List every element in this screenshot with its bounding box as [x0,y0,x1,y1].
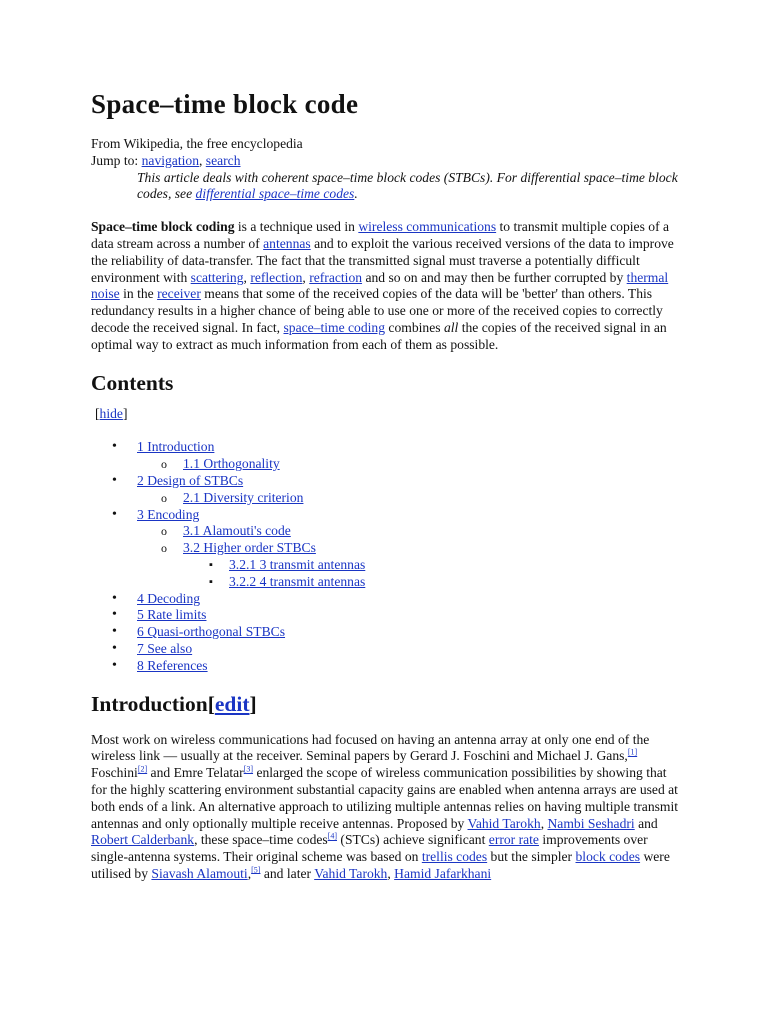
siavash-alamouti-link[interactable]: Siavash Alamouti [151,865,248,881]
intro-text: but the simpler [487,849,576,865]
hatnote-end: . [354,186,358,202]
intro-text: , [387,865,395,881]
lead-text: means that some of the received copies of the data will be 'better' than others. This redundancy results in a higher chance of being able to use one or more of the received copies to correctly decode the received signal. In fact, [91,286,663,335]
toc-link-4-transmit-antennas[interactable]: 3.2.2 4 transmit antennas [229,573,366,589]
hatnote [137,170,681,204]
toc-link-see-also[interactable]: 7 See also [137,640,193,656]
page-title: Space–time block code [91,89,359,119]
vahid-tarokh-link-2[interactable]: Vahid Tarokh [314,865,388,881]
toc-link-rate-limits[interactable]: 5 Rate limits [137,607,207,623]
jump-to-line [91,153,681,170]
intro-text: and Emre Telatar [147,765,244,781]
jump-to-prefix: Jump to: [91,152,142,168]
toc-link-diversity-criterion[interactable]: 2.1 Diversity criterion [183,489,304,505]
toc-link-orthogonality[interactable]: 1.1 Orthogonality [183,456,280,472]
intro-text: improvements over single-antenna systems. Their original scheme was based on [91,832,648,865]
ref-2-link[interactable]: [2] [137,764,148,774]
toc-link-alamoutis-code[interactable]: 3.1 Alamouti's code [183,523,291,539]
introduction-paragraph [91,732,681,883]
space-time-coding-link[interactable]: space–time coding [283,319,386,335]
toc-item [91,507,681,591]
error-rate-link[interactable]: error rate [488,832,539,848]
toc-item [137,540,681,590]
lead-text: and so on and may then be further corrupted by [362,269,627,285]
toc-item [137,490,681,507]
lead-text: the copies of the received signal in an optimal way to extract as much information from each of them as possible. [91,319,667,352]
toc-link-encoding[interactable]: 3 Encoding [137,506,200,522]
thermal-noise-link[interactable]: thermal noise [91,269,669,302]
toc-link-design-of-stbcs[interactable]: 2 Design of STBCs [137,472,244,488]
reflection-link[interactable]: reflection [250,269,303,285]
hatnote-text: This article deals with coherent space–time block codes (STBCs). For differential space–time block codes, see [137,169,678,202]
intro-text: were utilised by [91,849,670,881]
lead-text: in the [119,286,158,302]
ref-3-link[interactable]: [3] [243,764,254,774]
intro-text: enlarged the scope of wireless communication possibilities by showing that for the highly scattering environment substantial capacity gains are enabled when antenna arrays are used at both ends of a link. An alternative approach to utilizing multiple antennas relies on having multiple transmit antennas and only optionally multiple receive antennas. Proposed by [91,765,679,831]
trellis-codes-link[interactable]: trellis codes [421,849,488,865]
toc-item [137,456,681,473]
intro-text: Most work on wireless communications had focused on having an antenna array at only one end of the wireless link — usually at the receiver. Seminal papers by Gerard J. Foschini and Michael J. Gans, [91,731,650,764]
toc-item [91,439,681,473]
toc-link-3-transmit-antennas[interactable]: 3.2.1 3 transmit antennas [229,556,366,572]
from-wikipedia-line: From Wikipedia, the free encyclopedia [91,136,303,151]
ref-5-link[interactable]: [5] [251,865,261,875]
hide-toc-link[interactable]: hide [99,405,123,421]
navigation-link[interactable]: navigation [141,152,199,168]
wireless-communications-link[interactable]: wireless communications [358,219,497,235]
lead-text: is a technique used in [234,219,359,235]
toc-item [91,473,681,507]
vahid-tarokh-link[interactable]: Vahid Tarokh [467,815,541,831]
toc-item [91,591,681,608]
toc-link-higher-order-stbcs[interactable]: 3.2 Higher order STBCs [183,540,316,556]
edit-section-link[interactable]: edit [214,691,250,716]
toc-link-quasi-orthogonal-stbcs[interactable]: 6 Quasi-orthogonal STBCs [137,624,286,640]
intro-text: and [634,815,658,831]
receiver-link[interactable]: receiver [157,286,201,302]
refraction-link[interactable]: refraction [309,269,363,285]
toc-link-decoding[interactable]: 4 Decoding [137,590,201,606]
lead-text: to transmit multiple copies of a data stream across a number of [91,219,670,251]
intro-text: Foschini [91,765,138,781]
hamid-jafarkhani-link[interactable]: Hamid Jafarkhani [394,865,492,881]
nambi-seshadri-link[interactable]: Nambi Seshadri [547,815,635,831]
intro-text: , [247,865,252,881]
edit-bracket-close: ] [249,691,257,716]
lead-text: combines [385,319,444,335]
toc-item [137,523,681,540]
toc-item [183,574,681,591]
block-codes-link[interactable]: block codes [575,849,641,865]
toc-toggle [95,406,681,423]
intro-text: and later [260,865,315,881]
toc-toggle-open: [ [95,405,100,421]
search-link[interactable]: search [205,152,241,168]
toc-item [91,658,681,675]
robert-calderbank-link[interactable]: Robert Calderbank [91,832,195,848]
toc-link-references[interactable]: 8 References [137,657,208,673]
toc-link-introduction[interactable]: 1 Introduction [137,439,215,455]
antennas-link[interactable]: antennas [263,235,311,251]
toc-toggle-close: ] [122,405,128,421]
introduction-heading-text: Introduction [91,691,208,716]
lead-emphasis: all [443,319,459,335]
intro-text: , these space–time codes [194,832,328,848]
ref-1-link[interactable]: [1] [627,747,638,757]
scattering-link[interactable]: scattering [190,269,244,285]
toc-item [91,641,681,658]
intro-text: , [540,815,548,831]
toc-item [91,607,681,624]
toc-item [91,624,681,641]
lead-text: , [243,269,251,285]
contents-heading: Contents [91,370,174,395]
table-of-contents [91,439,681,674]
jump-to-separator: , [199,152,206,168]
differential-stc-link[interactable]: differential space–time codes [195,186,355,202]
ref-4-link[interactable]: [4] [327,831,338,841]
lead-text: , [302,269,310,285]
lead-text: and to exploit the various received versions of the data to improve the reliability of data-transfer. The fact that the transmitted signal must traverse a potentially difficult environment with [91,235,674,285]
edit-bracket-open: [ [207,691,215,716]
lead-bold-term: Space–time block coding [91,219,235,235]
article-content [91,86,681,883]
toc-item [183,557,681,574]
introduction-heading [91,690,681,718]
lead-paragraph [91,219,681,353]
intro-text: (STCs) achieve significant [337,832,489,848]
